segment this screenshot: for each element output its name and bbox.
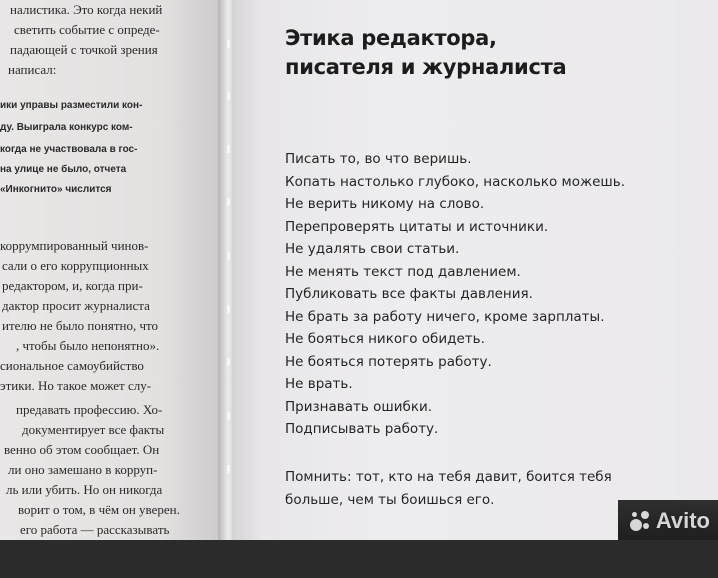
binding-stitch — [227, 252, 230, 260]
page-title-line-2: писателя и журналиста — [285, 55, 567, 79]
left-page-text-line: ики управы разместили кон- — [0, 100, 143, 111]
rule-item: Перепроверять цитаты и источники. — [285, 218, 549, 235]
left-page-text-line: предавать профессию. Хо- — [16, 402, 163, 417]
rule-item: Не бояться потерять работу. — [285, 353, 492, 370]
left-page-text-line: на улице не было, отчета — [0, 164, 127, 175]
left-page-text-line: налистика. Это когда некий — [10, 2, 163, 17]
binding-stitch — [227, 145, 230, 153]
rule-item: Не врать. — [285, 376, 353, 392]
left-page-text-line: светить событие с опреде- — [14, 22, 160, 37]
binding-stitch — [227, 198, 230, 206]
left-page-text-line: коррумпированный чинов- — [0, 238, 149, 253]
left-page — [0, 0, 230, 577]
left-page-text-line: его работа — рассказывать — [20, 522, 170, 537]
closing-paragraph — [285, 466, 612, 511]
rule-item: Не удалять свои статьи. — [285, 241, 460, 257]
closing-line-1: Помнить: тот, кто на тебя давит, боится тебя — [285, 469, 612, 485]
binding-stitch — [227, 40, 230, 48]
left-page-text-line: этики. Но такое может слу- — [0, 378, 152, 393]
rule-item: Копать настолько глубоко, насколько можешь. — [285, 173, 626, 190]
rule-item: Не бояться никого обидеть. — [285, 331, 485, 347]
avito-watermark — [628, 508, 710, 534]
rule-item: Публиковать все факты давления. — [285, 286, 533, 302]
avito-logo-icon — [628, 509, 652, 533]
left-page-text-line: ворит о том, в чём он уверен. — [18, 502, 180, 517]
right-page — [232, 0, 718, 540]
left-page-text-line: ль или убить. Но он никогда — [6, 482, 163, 497]
ethics-rules-list — [285, 148, 625, 441]
left-page-text-line: сали о его коррупционных — [2, 258, 149, 273]
rule-item: Признавать ошибки. — [285, 398, 433, 415]
left-page-text-line: , чтобы было непонятно». — [16, 338, 160, 353]
left-page-text-line: ду. Выиграла конкурс ком- — [0, 122, 133, 133]
binding-stitch — [227, 412, 230, 420]
left-page-text-line: ителю не было понятно, что — [2, 318, 158, 333]
rule-item: Подписывать работу. — [285, 421, 439, 437]
watermark-text: Avito — [655, 508, 710, 533]
rule-item: Писать то, во что веришь. — [285, 151, 472, 167]
left-page-text-line: кционеров издания. Решать — [4, 542, 157, 557]
page-title — [285, 24, 566, 82]
rule-item: Не менять текст под давлением. — [285, 263, 521, 280]
left-page-text-line: когда не участвовала в гос- — [0, 144, 138, 155]
closing-line-2: больше, чем ты боишься его. — [285, 491, 495, 508]
page-title-line-1: Этика редактора, — [285, 26, 497, 50]
binding-stitch — [227, 465, 230, 473]
binding-stitch — [227, 92, 230, 100]
left-page-text-line: венно об этом сообщает. Он — [4, 442, 160, 457]
left-page-text-line: дактор просит журналиста — [2, 298, 150, 313]
left-page-text-line: работа пропагандиста. Такая — [4, 562, 164, 577]
left-page-text-line: сиональное самоубийство — [0, 358, 144, 373]
binding-stitch — [227, 305, 230, 313]
left-page-text-line: написал: — [8, 62, 57, 77]
rule-item: Не верить никому на слово. — [285, 196, 485, 212]
left-page-text-line: падающей с точкой зрения — [10, 42, 158, 57]
rule-item: Не брать за работу ничего, кроме зарплаты. — [285, 308, 605, 325]
left-page-text-line: ли оно замешано в корруп- — [8, 462, 158, 477]
left-page-text-line: редактором, и, когда при- — [2, 278, 143, 293]
left-page-text-line: «Инкогнито» числится — [0, 184, 112, 195]
left-page-text-line: документирует все факты — [22, 422, 165, 437]
binding-stitch — [227, 358, 230, 366]
